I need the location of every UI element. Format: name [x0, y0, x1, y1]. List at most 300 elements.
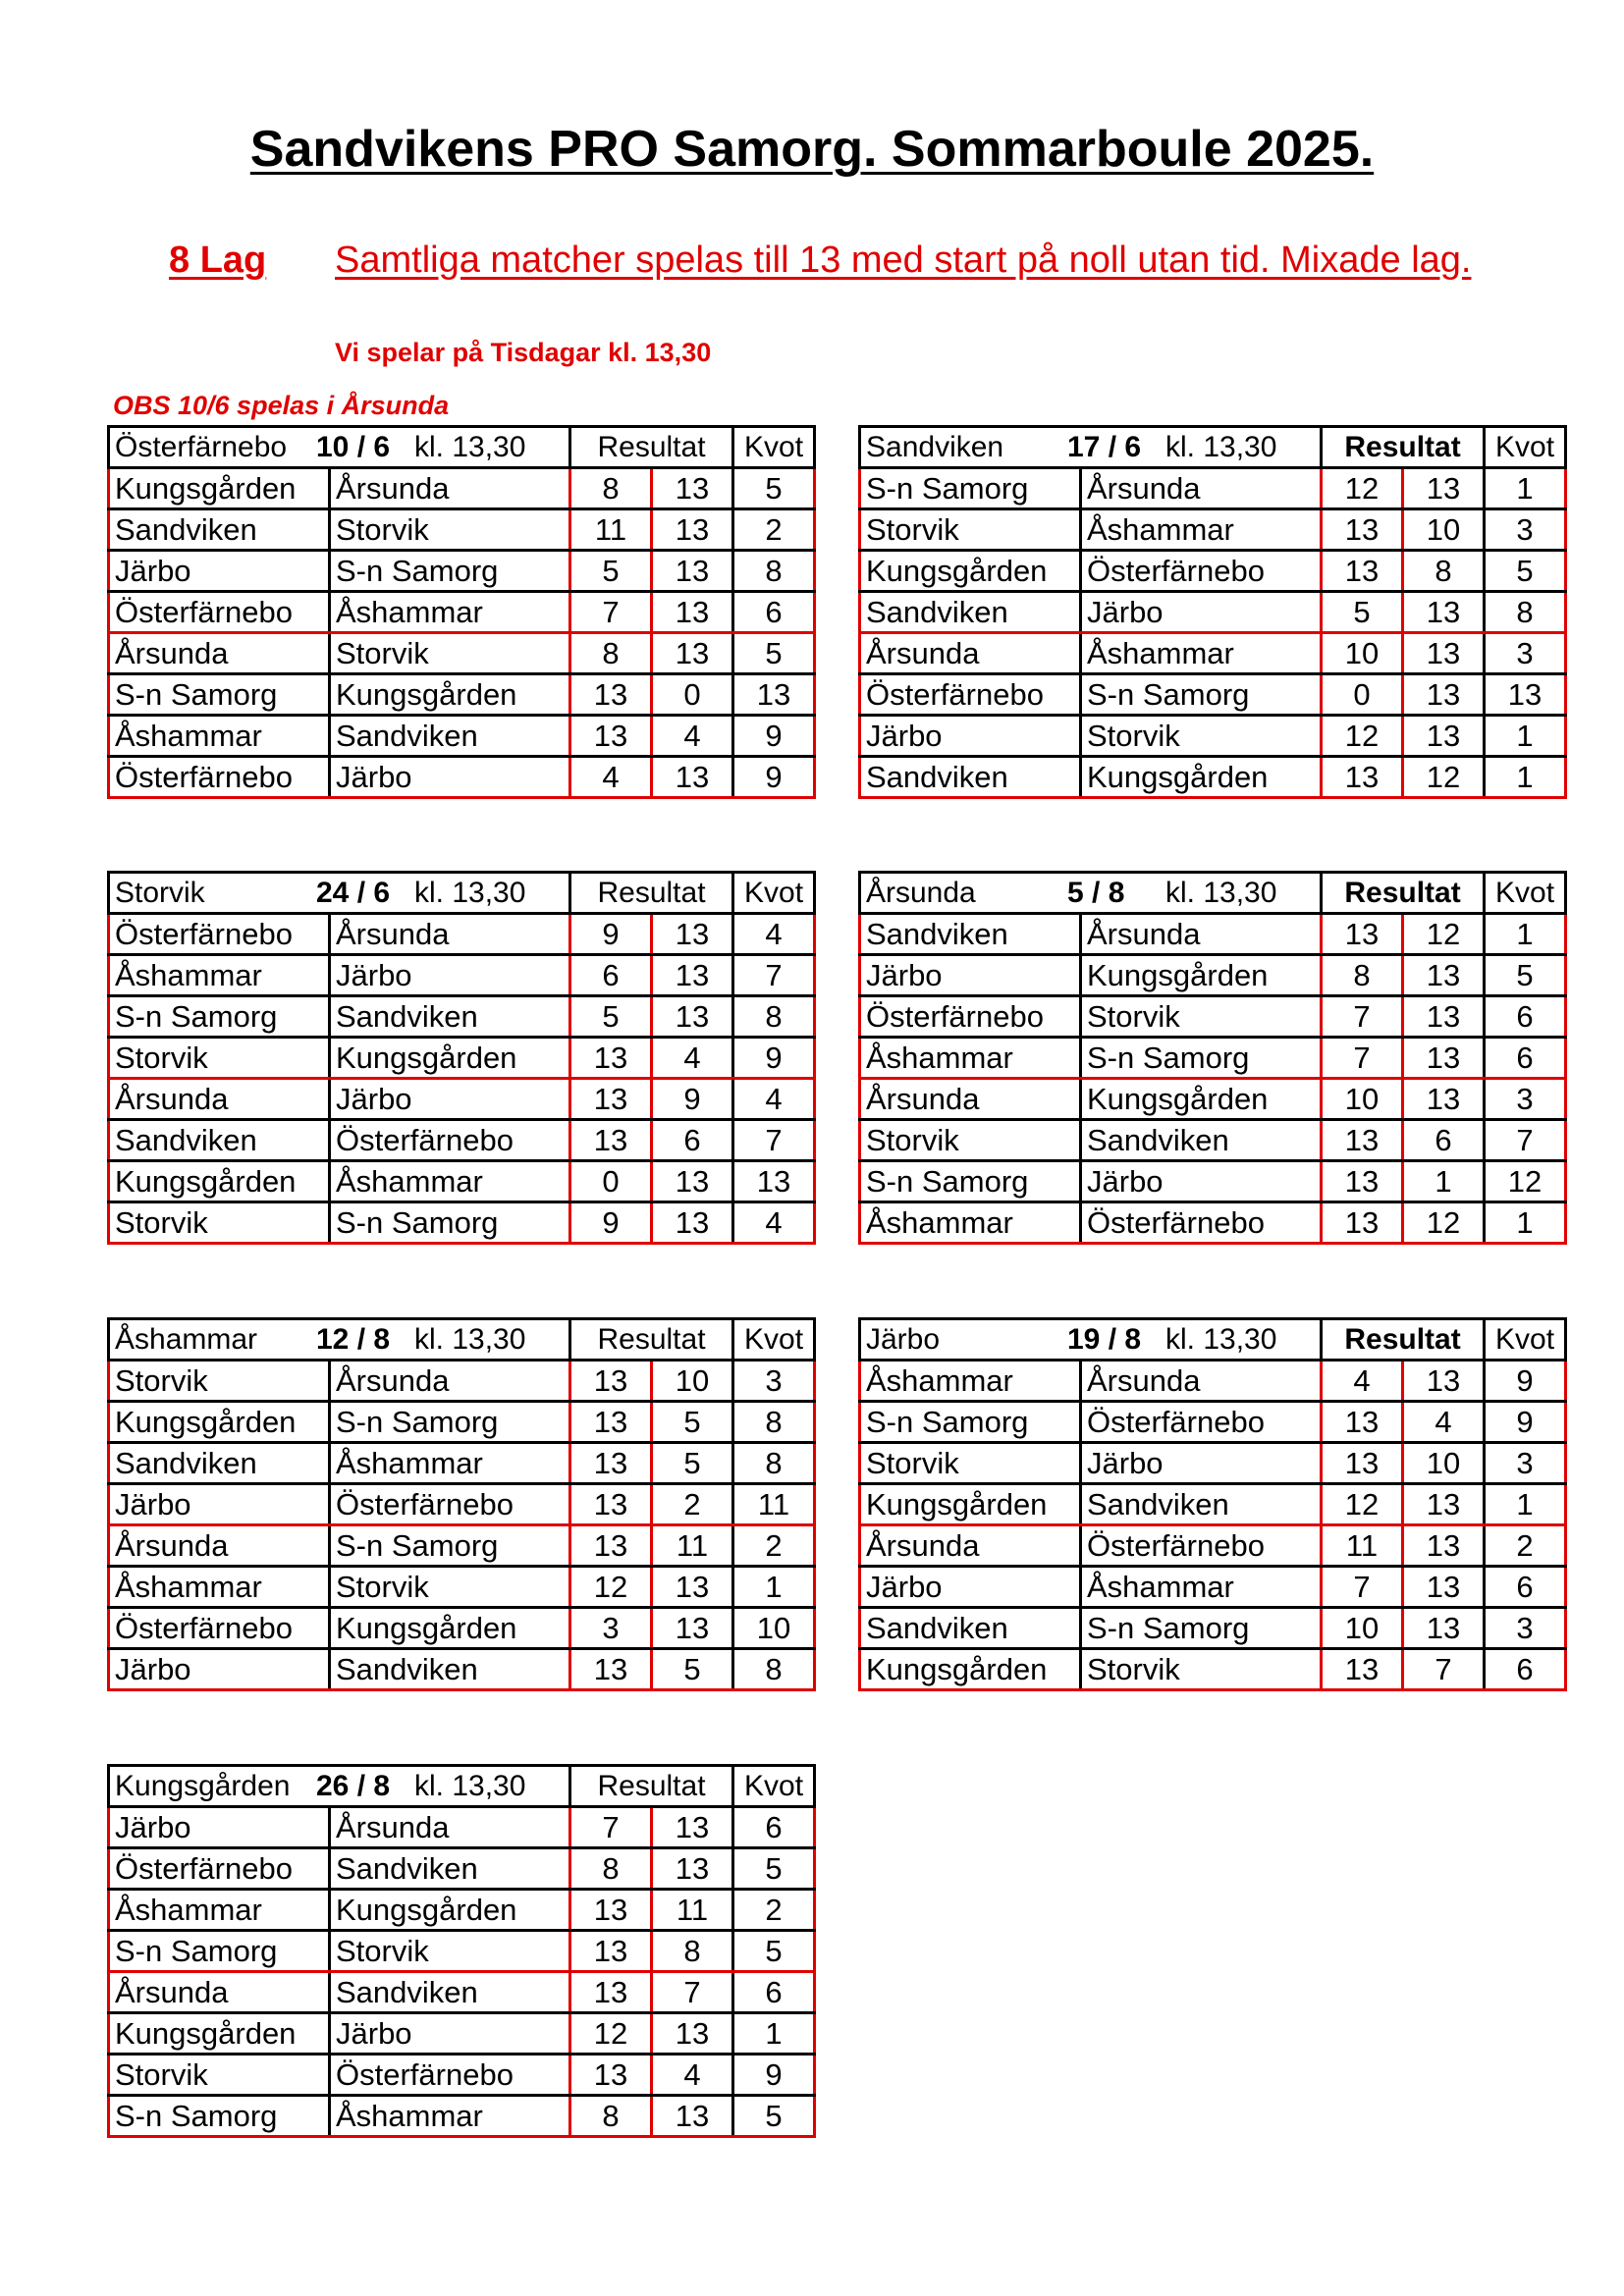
kvot-value: 9	[733, 2055, 815, 2096]
score-away: 13	[1403, 955, 1485, 996]
home-team: Åshammar	[109, 1567, 330, 1608]
home-team: Åshammar	[109, 716, 330, 757]
score-away: 7	[652, 1972, 733, 2013]
score-away: 5	[652, 1443, 733, 1484]
score-away: 1	[1403, 1161, 1485, 1202]
match-row	[860, 551, 1566, 592]
home-team: Kungsgården	[860, 551, 1081, 592]
kvot-value: 9	[1485, 1361, 1566, 1402]
round-header-row	[860, 427, 1566, 468]
home-team: Järbo	[109, 1484, 330, 1525]
score-away: 13	[652, 914, 733, 955]
match-row	[109, 2096, 815, 2137]
home-team: Österfärnebo	[860, 996, 1081, 1038]
round-table	[858, 1317, 1567, 1691]
away-team: Åshammar	[1081, 509, 1322, 551]
kvot-header: Kvot	[733, 427, 815, 468]
result-header: Resultat	[570, 1766, 733, 1807]
round-header-row	[109, 873, 815, 914]
score-away: 13	[652, 592, 733, 633]
kvot-value: 1	[1485, 914, 1566, 955]
kvot-value: 6	[1485, 996, 1566, 1038]
score-away: 13	[652, 1807, 733, 1848]
away-team: Årsunda	[330, 1361, 570, 1402]
result-header: Resultat	[1322, 873, 1485, 914]
kvot-value: 2	[733, 509, 815, 551]
home-team: Kungsgården	[109, 2013, 330, 2055]
match-row	[109, 1649, 815, 1690]
score-home: 10	[1322, 1079, 1403, 1120]
score-away: 13	[1403, 716, 1485, 757]
score-home: 13	[1322, 509, 1403, 551]
score-away: 13	[1403, 674, 1485, 716]
match-row	[109, 1120, 815, 1161]
home-team: Kungsgården	[109, 1161, 330, 1202]
match-row	[109, 716, 815, 757]
match-row	[860, 1361, 1566, 1402]
away-team: Storvik	[1081, 996, 1322, 1038]
home-team: S-n Samorg	[860, 468, 1081, 509]
home-team: Järbo	[860, 716, 1081, 757]
round-table	[107, 1764, 816, 2138]
score-home: 13	[570, 1972, 652, 2013]
kvot-header: Kvot	[1485, 1319, 1566, 1361]
home-team: Österfärnebo	[109, 914, 330, 955]
home-team: Årsunda	[109, 633, 330, 674]
home-team: Järbo	[109, 551, 330, 592]
round-title	[860, 873, 1322, 914]
score-home: 7	[1322, 1567, 1403, 1608]
kvot-value: 5	[733, 1931, 815, 1972]
away-team: Storvik	[330, 633, 570, 674]
away-team: Sandviken	[1081, 1484, 1322, 1525]
score-away: 13	[1403, 592, 1485, 633]
score-away: 4	[652, 2055, 733, 2096]
away-team: Österfärnebo	[330, 2055, 570, 2096]
match-row	[860, 468, 1566, 509]
match-row	[860, 592, 1566, 633]
kvot-value: 8	[733, 996, 815, 1038]
round-title	[109, 1766, 570, 1807]
kvot-value: 9	[733, 757, 815, 798]
match-row	[860, 955, 1566, 996]
kvot-value: 6	[733, 1807, 815, 1848]
score-home: 13	[1322, 1649, 1403, 1690]
score-away: 2	[652, 1484, 733, 1525]
away-team: Österfärnebo	[1081, 1402, 1322, 1443]
match-row	[109, 1848, 815, 1890]
score-home: 7	[570, 1807, 652, 1848]
score-away: 13	[652, 1161, 733, 1202]
score-home: 4	[570, 757, 652, 798]
kvot-value: 1	[1485, 468, 1566, 509]
away-team: Österfärnebo	[330, 1484, 570, 1525]
score-home: 12	[1322, 716, 1403, 757]
score-away: 4	[1403, 1402, 1485, 1443]
score-away: 5	[652, 1402, 733, 1443]
match-row	[860, 1202, 1566, 1244]
score-away: 13	[1403, 1608, 1485, 1649]
result-header: Resultat	[570, 427, 733, 468]
round-date: 17 / 6	[1067, 430, 1142, 463]
kvot-value: 5	[733, 1848, 815, 1890]
kvot-value: 6	[733, 592, 815, 633]
match-row	[860, 1161, 1566, 1202]
kvot-value: 10	[733, 1608, 815, 1649]
home-team: Sandviken	[109, 509, 330, 551]
away-team: S-n Samorg	[330, 1402, 570, 1443]
score-away: 13	[652, 1848, 733, 1890]
score-away: 13	[1403, 1525, 1485, 1567]
match-row	[860, 914, 1566, 955]
result-header: Resultat	[570, 873, 733, 914]
home-team: Årsunda	[109, 1525, 330, 1567]
home-team: Storvik	[860, 1443, 1081, 1484]
match-row	[860, 1567, 1566, 1608]
away-team: Sandviken	[330, 996, 570, 1038]
score-away: 13	[1403, 1361, 1485, 1402]
home-team: Sandviken	[860, 914, 1081, 955]
score-away: 0	[652, 674, 733, 716]
team-count: 8 Lag	[169, 240, 267, 281]
away-team: Åshammar	[330, 2096, 570, 2137]
kvot-value: 3	[1485, 1608, 1566, 1649]
away-team: Sandviken	[330, 1649, 570, 1690]
match-row	[860, 1525, 1566, 1567]
score-away: 13	[652, 1202, 733, 1244]
away-team: Årsunda	[330, 914, 570, 955]
round-date: 5 / 8	[1067, 876, 1125, 909]
score-home: 0	[1322, 674, 1403, 716]
score-away: 10	[652, 1361, 733, 1402]
home-team: Årsunda	[109, 1972, 330, 2013]
away-team: S-n Samorg	[330, 1525, 570, 1567]
match-row	[109, 468, 815, 509]
match-row	[109, 1402, 815, 1443]
round-table	[858, 425, 1567, 799]
home-team: Kungsgården	[109, 1402, 330, 1443]
kvot-value: 5	[733, 633, 815, 674]
score-away: 5	[652, 1649, 733, 1690]
score-home: 13	[570, 1931, 652, 1972]
score-home: 12	[1322, 1484, 1403, 1525]
score-home: 10	[1322, 1608, 1403, 1649]
kvot-value: 1	[1485, 1202, 1566, 1244]
kvot-value: 5	[1485, 955, 1566, 996]
score-home: 11	[1322, 1525, 1403, 1567]
score-home: 7	[1322, 1038, 1403, 1079]
kvot-header: Kvot	[733, 873, 815, 914]
match-row	[109, 1807, 815, 1848]
score-away: 12	[1403, 914, 1485, 955]
home-team: Åshammar	[860, 1361, 1081, 1402]
kvot-value: 5	[733, 468, 815, 509]
score-home: 13	[570, 1890, 652, 1931]
home-team: Storvik	[109, 1038, 330, 1079]
kvot-value: 1	[733, 1567, 815, 1608]
kvot-value: 13	[1485, 674, 1566, 716]
kvot-value: 3	[1485, 633, 1566, 674]
score-home: 8	[570, 633, 652, 674]
score-home: 8	[570, 2096, 652, 2137]
match-row	[109, 674, 815, 716]
away-team: Storvik	[330, 1567, 570, 1608]
match-row	[860, 716, 1566, 757]
round-time: kl. 13,30	[414, 430, 526, 463]
home-team: Åshammar	[109, 955, 330, 996]
score-away: 13	[652, 955, 733, 996]
score-away: 13	[652, 509, 733, 551]
round-host: Storvik	[115, 876, 205, 909]
score-home: 13	[570, 1484, 652, 1525]
kvot-value: 7	[1485, 1120, 1566, 1161]
score-home: 9	[570, 914, 652, 955]
match-row	[109, 1484, 815, 1525]
round-title	[109, 873, 570, 914]
kvot-header: Kvot	[1485, 427, 1566, 468]
home-team: Sandviken	[860, 1608, 1081, 1649]
score-home: 13	[1322, 1402, 1403, 1443]
kvot-value: 4	[733, 1079, 815, 1120]
away-team: Kungsgården	[1081, 1079, 1322, 1120]
kvot-value: 3	[1485, 1079, 1566, 1120]
home-team: Österfärnebo	[109, 1608, 330, 1649]
score-home: 5	[1322, 592, 1403, 633]
score-away: 13	[652, 2013, 733, 2055]
round-header-row	[860, 1319, 1566, 1361]
round-host: Sandviken	[866, 430, 1004, 463]
round-header-row	[109, 1766, 815, 1807]
away-team: Järbo	[1081, 1161, 1322, 1202]
home-team: Kungsgården	[860, 1484, 1081, 1525]
round-title	[860, 1319, 1322, 1361]
away-team: Järbo	[1081, 592, 1322, 633]
score-home: 4	[1322, 1361, 1403, 1402]
kvot-value: 3	[1485, 509, 1566, 551]
away-team: Åshammar	[330, 1161, 570, 1202]
match-row	[860, 1484, 1566, 1525]
score-away: 12	[1403, 757, 1485, 798]
score-away: 13	[1403, 468, 1485, 509]
kvot-value: 1	[1485, 757, 1566, 798]
home-team: Österfärnebo	[109, 757, 330, 798]
home-team: Sandviken	[109, 1443, 330, 1484]
round-header-row	[860, 873, 1566, 914]
kvot-value: 6	[1485, 1038, 1566, 1079]
kvot-value: 2	[1485, 1525, 1566, 1567]
home-team: Järbo	[109, 1649, 330, 1690]
kvot-value: 8	[1485, 592, 1566, 633]
score-home: 13	[570, 674, 652, 716]
round-title	[109, 1319, 570, 1361]
score-home: 11	[570, 509, 652, 551]
away-team: Österfärnebo	[1081, 1202, 1322, 1244]
away-team: Åshammar	[330, 1443, 570, 1484]
away-team: Järbo	[330, 757, 570, 798]
score-home: 0	[570, 1161, 652, 1202]
match-row	[860, 633, 1566, 674]
score-away: 11	[652, 1890, 733, 1931]
away-team: Årsunda	[330, 1807, 570, 1848]
score-away: 13	[652, 1608, 733, 1649]
home-team: Kungsgården	[860, 1649, 1081, 1690]
score-away: 13	[652, 996, 733, 1038]
kvot-value: 9	[733, 716, 815, 757]
away-team: Årsunda	[1081, 914, 1322, 955]
score-home: 8	[570, 1848, 652, 1890]
score-away: 10	[1403, 1443, 1485, 1484]
score-away: 13	[1403, 1038, 1485, 1079]
match-row	[860, 1120, 1566, 1161]
away-team: Sandviken	[1081, 1120, 1322, 1161]
match-row	[109, 1202, 815, 1244]
round-host: Årsunda	[866, 876, 976, 909]
match-row	[109, 1931, 815, 1972]
away-team: Kungsgården	[330, 1890, 570, 1931]
kvot-value: 5	[733, 2096, 815, 2137]
round-host: Järbo	[866, 1322, 941, 1356]
score-home: 13	[570, 1649, 652, 1690]
away-team: S-n Samorg	[1081, 1038, 1322, 1079]
score-home: 8	[570, 468, 652, 509]
round-time: kl. 13,30	[1165, 876, 1277, 909]
match-row	[109, 2013, 815, 2055]
round-title	[109, 427, 570, 468]
home-team: Storvik	[860, 1120, 1081, 1161]
kvot-value: 8	[733, 1402, 815, 1443]
kvot-value: 5	[1485, 551, 1566, 592]
match-row	[860, 996, 1566, 1038]
kvot-value: 11	[733, 1484, 815, 1525]
score-away: 10	[1403, 509, 1485, 551]
match-row	[109, 914, 815, 955]
score-away: 11	[652, 1525, 733, 1567]
kvot-header: Kvot	[733, 1766, 815, 1807]
score-away: 13	[1403, 1079, 1485, 1120]
match-row	[109, 1525, 815, 1567]
kvot-value: 8	[733, 1649, 815, 1690]
match-row	[109, 955, 815, 996]
result-header: Resultat	[1322, 1319, 1485, 1361]
home-team: Österfärnebo	[109, 592, 330, 633]
match-row	[109, 1079, 815, 1120]
away-team: Storvik	[330, 1931, 570, 1972]
away-team: Sandviken	[330, 716, 570, 757]
away-team: Järbo	[330, 2013, 570, 2055]
home-team: Järbo	[860, 1567, 1081, 1608]
score-away: 7	[1403, 1649, 1485, 1690]
kvot-value: 9	[733, 1038, 815, 1079]
kvot-value: 3	[733, 1361, 815, 1402]
match-row	[109, 592, 815, 633]
match-row	[109, 509, 815, 551]
score-away: 9	[652, 1079, 733, 1120]
home-team: Kungsgården	[109, 468, 330, 509]
home-team: Storvik	[860, 509, 1081, 551]
score-home: 13	[570, 1361, 652, 1402]
away-team: Storvik	[330, 509, 570, 551]
home-team: Åshammar	[860, 1202, 1081, 1244]
away-team: S-n Samorg	[330, 551, 570, 592]
away-team: Årsunda	[1081, 468, 1322, 509]
kvot-value: 1	[1485, 716, 1566, 757]
away-team: Åshammar	[1081, 1567, 1322, 1608]
score-home: 13	[570, 1402, 652, 1443]
kvot-value: 8	[733, 551, 815, 592]
score-home: 13	[1322, 1443, 1403, 1484]
play-day-note: Vi spelar på Tisdagar kl. 13,30	[335, 338, 712, 367]
home-team: S-n Samorg	[109, 1931, 330, 1972]
round-header-row	[109, 427, 815, 468]
round-table	[858, 871, 1567, 1245]
score-away: 12	[1403, 1202, 1485, 1244]
away-team: Sandviken	[330, 1848, 570, 1890]
home-team: Järbo	[109, 1807, 330, 1848]
away-team: Storvik	[1081, 716, 1322, 757]
score-home: 7	[1322, 996, 1403, 1038]
score-home: 13	[1322, 914, 1403, 955]
match-row	[860, 1443, 1566, 1484]
home-team: Österfärnebo	[109, 1848, 330, 1890]
score-away: 13	[652, 551, 733, 592]
match-row	[109, 1567, 815, 1608]
kvot-value: 3	[1485, 1443, 1566, 1484]
score-home: 13	[1322, 551, 1403, 592]
home-team: Storvik	[109, 2055, 330, 2096]
away-team: Sandviken	[330, 1972, 570, 2013]
match-row	[109, 1038, 815, 1079]
score-home: 13	[1322, 1202, 1403, 1244]
kvot-value: 6	[1485, 1567, 1566, 1608]
away-team: Järbo	[330, 955, 570, 996]
away-team: Österfärnebo	[1081, 1525, 1322, 1567]
match-row	[860, 757, 1566, 798]
kvot-header: Kvot	[1485, 873, 1566, 914]
away-team: Åshammar	[330, 592, 570, 633]
round-time: kl. 13,30	[414, 1322, 526, 1356]
away-team: Järbo	[330, 1079, 570, 1120]
round-time: kl. 13,30	[1165, 1322, 1277, 1356]
kvot-value: 1	[733, 2013, 815, 2055]
score-away: 13	[1403, 1567, 1485, 1608]
home-team: Sandviken	[109, 1120, 330, 1161]
round-time: kl. 13,30	[1165, 430, 1277, 463]
away-team: Österfärnebo	[1081, 551, 1322, 592]
home-team: S-n Samorg	[860, 1402, 1081, 1443]
home-team: Sandviken	[860, 757, 1081, 798]
round-table	[107, 871, 816, 1245]
kvot-value: 13	[733, 674, 815, 716]
round-date: 10 / 6	[316, 430, 391, 463]
home-team: Storvik	[109, 1202, 330, 1244]
round-time: kl. 13,30	[414, 1769, 526, 1802]
score-home: 9	[570, 1202, 652, 1244]
score-home: 13	[570, 2055, 652, 2096]
match-row	[109, 1890, 815, 1931]
score-home: 12	[570, 1567, 652, 1608]
match-row	[109, 1972, 815, 2013]
away-team: Kungsgården	[330, 1038, 570, 1079]
kvot-value: 9	[1485, 1402, 1566, 1443]
obs-note: OBS 10/6 spelas i Årsunda	[113, 391, 450, 420]
score-home: 5	[570, 551, 652, 592]
round-date: 19 / 8	[1067, 1322, 1142, 1356]
home-team: Sandviken	[860, 592, 1081, 633]
score-away: 13	[652, 1567, 733, 1608]
score-home: 10	[1322, 633, 1403, 674]
home-team: S-n Samorg	[860, 1161, 1081, 1202]
score-home: 13	[570, 1120, 652, 1161]
